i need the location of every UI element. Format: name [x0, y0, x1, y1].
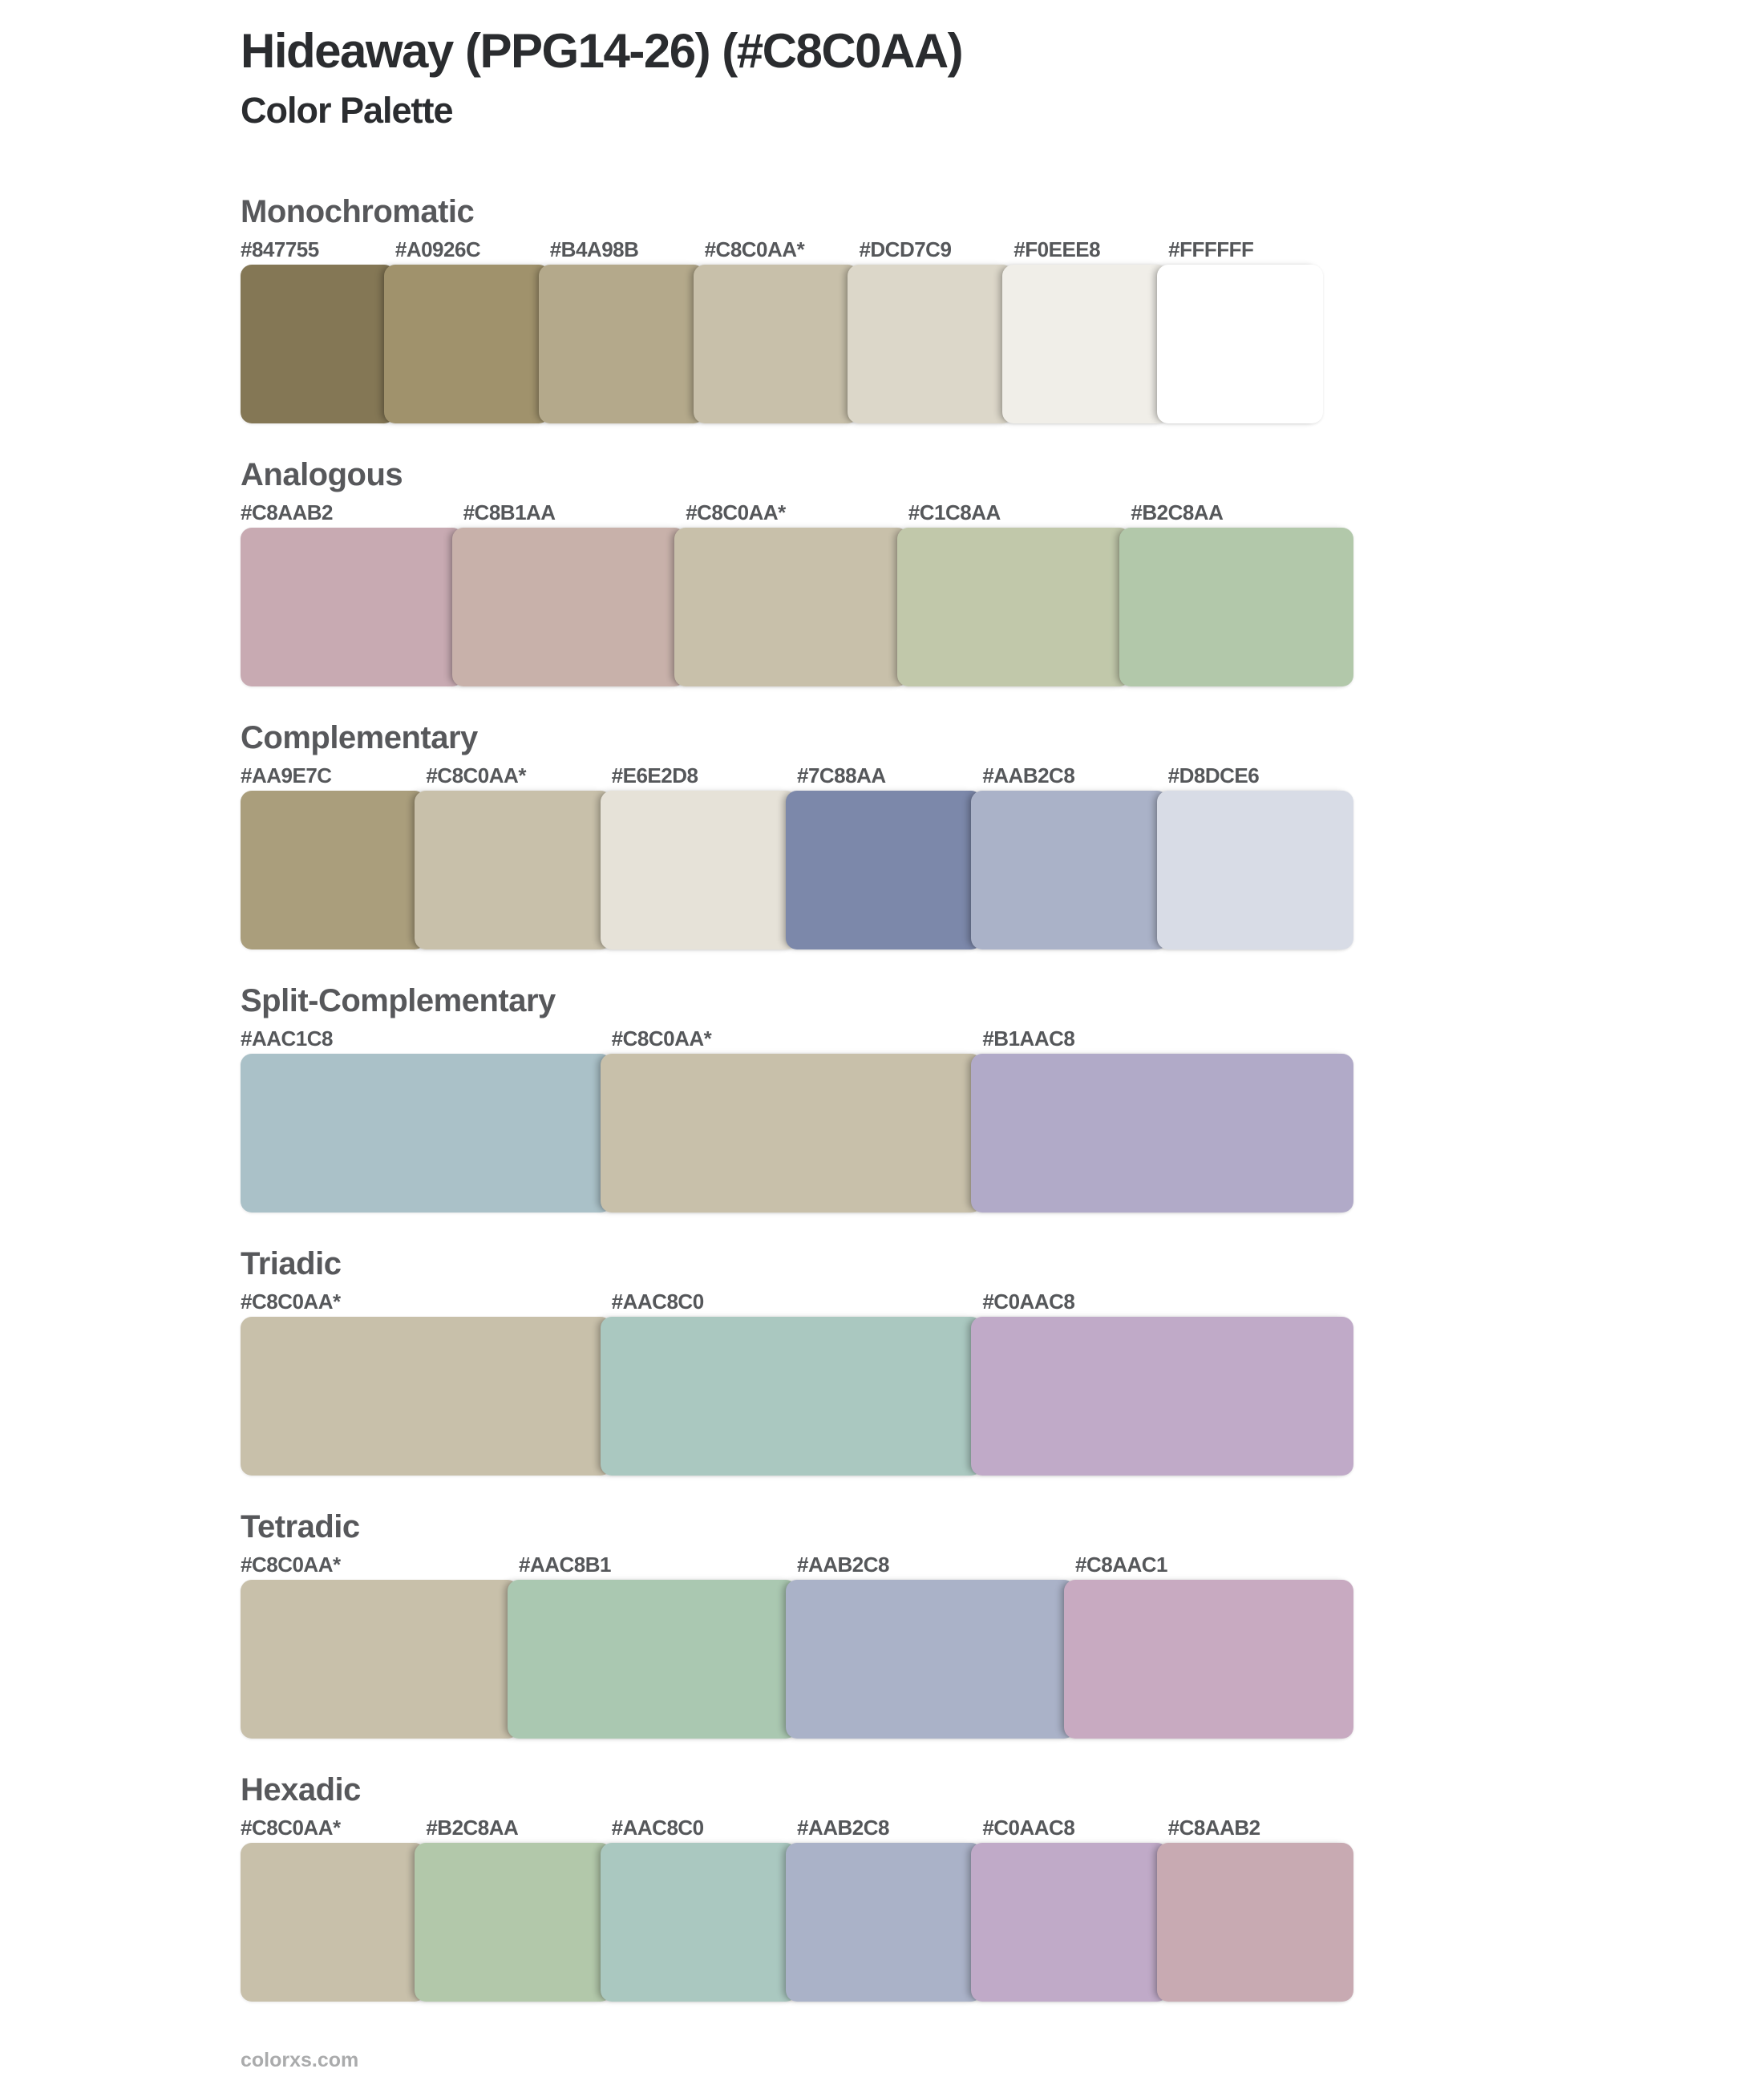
swatch-column — [612, 763, 797, 949]
palette-section-monochromatic — [241, 192, 1764, 423]
swatch-column — [519, 1553, 797, 1739]
swatch-column — [1013, 237, 1168, 423]
color-swatch[interactable] — [897, 528, 1131, 686]
section-heading-analogous: Analogous — [241, 457, 403, 492]
swatch-column — [426, 1816, 611, 2002]
swatch-hex-label: #FFFFFF — [1168, 237, 1254, 261]
swatch-column — [426, 763, 611, 949]
color-swatch[interactable] — [241, 1580, 519, 1739]
swatch-column — [686, 500, 908, 686]
color-swatch[interactable] — [1157, 265, 1323, 423]
swatch-column — [908, 500, 1131, 686]
swatch-hex-label: #E6E2D8 — [611, 763, 698, 787]
color-swatch[interactable] — [786, 1843, 982, 2002]
swatch-hex-label: #C8C0AA* — [241, 1553, 341, 1577]
swatch-hex-label: #C8C0AA* — [704, 237, 805, 261]
swatch-hex-label: #C8C0AA* — [241, 1289, 341, 1314]
color-swatch[interactable] — [601, 1317, 983, 1476]
swatch-column — [982, 1026, 1353, 1213]
swatch-column — [612, 1289, 983, 1476]
swatch-column — [1168, 763, 1353, 949]
color-swatch[interactable] — [601, 1843, 797, 2002]
swatch-hex-label: #B4A98B — [549, 237, 639, 261]
swatch-row-monochromatic — [241, 237, 1323, 423]
swatch-hex-label: #A0926C — [394, 237, 481, 261]
swatch-column — [612, 1816, 797, 2002]
swatch-hex-label: #F0EEE8 — [1013, 237, 1101, 261]
swatch-column — [797, 1553, 1075, 1739]
color-swatch[interactable] — [241, 265, 395, 423]
swatch-hex-label: #DCD7C9 — [859, 237, 952, 261]
page-title: Hideaway (PPG14-26) (#C8C0AA) — [241, 24, 963, 78]
swatch-hex-label: #C8AAB2 — [241, 500, 333, 524]
swatch-hex-label: #AAC8B1 — [519, 1553, 611, 1577]
palette-section-analogous — [241, 455, 1764, 686]
swatch-hex-label: #AAC8C0 — [611, 1816, 704, 1840]
swatch-column — [241, 1289, 612, 1476]
swatch-hex-label: #C8AAB2 — [1167, 1816, 1260, 1840]
color-swatch[interactable] — [452, 528, 686, 686]
swatch-hex-label: #7C88AA — [796, 763, 886, 787]
section-heading-triadic: Triadic — [241, 1246, 342, 1281]
swatch-column — [797, 763, 982, 949]
color-swatch[interactable] — [384, 265, 550, 423]
palette-section-hexadic — [241, 1771, 1764, 2002]
swatch-hex-label: #AA9E7C — [241, 763, 332, 787]
swatch-row-analogous — [241, 500, 1353, 686]
swatch-hex-label: #847755 — [241, 237, 319, 261]
color-swatch[interactable] — [1064, 1580, 1353, 1739]
palette-section-complementary — [241, 719, 1764, 949]
section-heading-complementary: Complementary — [241, 720, 478, 755]
palette-section-tetradic — [241, 1508, 1764, 1739]
swatch-hex-label: #B1AAC8 — [982, 1026, 1075, 1051]
swatch-hex-label: #AAB2C8 — [982, 763, 1075, 787]
section-heading-split-complementary: Split-Complementary — [241, 983, 556, 1018]
swatch-column — [395, 237, 550, 423]
palette-sections — [241, 192, 1764, 2002]
swatch-hex-label: #C8AAC1 — [1075, 1553, 1167, 1577]
swatch-hex-label: #AAB2C8 — [797, 1553, 889, 1577]
swatch-hex-label: #C8C0AA* — [611, 1026, 712, 1051]
color-swatch[interactable] — [786, 1580, 1075, 1739]
swatch-column — [550, 237, 705, 423]
swatch-row-tetradic — [241, 1553, 1353, 1739]
swatch-hex-label: #B2C8AA — [426, 1816, 519, 1840]
color-swatch[interactable] — [971, 1317, 1353, 1476]
color-swatch[interactable] — [694, 265, 860, 423]
swatch-column — [612, 1026, 983, 1213]
color-swatch[interactable] — [508, 1580, 797, 1739]
color-swatch[interactable] — [1119, 528, 1353, 686]
swatch-column — [982, 1816, 1167, 2002]
color-swatch[interactable] — [601, 791, 797, 949]
swatch-column — [241, 1816, 426, 2002]
color-swatch[interactable] — [415, 1843, 611, 2002]
swatch-hex-label: #B2C8AA — [1131, 500, 1224, 524]
swatch-column — [1168, 237, 1323, 423]
swatch-column — [241, 763, 426, 949]
swatch-column — [1075, 1553, 1353, 1739]
swatch-column — [463, 500, 686, 686]
swatch-column — [241, 237, 395, 423]
swatch-column — [797, 1816, 982, 2002]
swatch-hex-label: #C1C8AA — [908, 500, 1001, 524]
swatch-hex-label: #D8DCE6 — [1167, 763, 1260, 787]
color-swatch[interactable] — [601, 1054, 983, 1213]
swatch-row-triadic — [241, 1289, 1353, 1476]
section-heading-hexadic: Hexadic — [241, 1772, 361, 1808]
section-heading-monochromatic: Monochromatic — [241, 194, 475, 229]
swatch-hex-label: #AAC8C0 — [611, 1289, 704, 1314]
color-swatch[interactable] — [1002, 265, 1168, 423]
swatch-hex-label: #C8B1AA — [463, 500, 556, 524]
swatch-hex-label: #AAB2C8 — [796, 1816, 889, 1840]
color-swatch[interactable] — [848, 265, 1013, 423]
color-swatch[interactable] — [539, 265, 705, 423]
swatch-hex-label: #AAC1C8 — [241, 1026, 333, 1051]
swatch-row-complementary — [241, 763, 1353, 949]
swatch-hex-label: #C8C0AA* — [426, 763, 526, 787]
palette-section-split-complementary — [241, 982, 1764, 1213]
swatch-row-split-complementary — [241, 1026, 1353, 1213]
color-swatch[interactable] — [1157, 791, 1353, 949]
color-swatch[interactable] — [786, 791, 982, 949]
color-swatch[interactable] — [971, 791, 1167, 949]
color-swatch[interactable] — [241, 791, 426, 949]
swatch-column — [1131, 500, 1353, 686]
swatch-column — [859, 237, 1013, 423]
swatch-column — [241, 1553, 519, 1739]
palette-section-triadic — [241, 1245, 1764, 1476]
swatch-hex-label: #C8C0AA* — [241, 1816, 341, 1840]
color-swatch[interactable] — [241, 1317, 612, 1476]
swatch-column — [705, 237, 860, 423]
swatch-column — [241, 500, 463, 686]
swatch-hex-label: #C0AAC8 — [982, 1289, 1075, 1314]
footer-site-link[interactable]: colorxs.com — [241, 2049, 359, 2071]
color-swatch[interactable] — [971, 1054, 1353, 1213]
swatch-hex-label: #C8C0AA* — [686, 500, 786, 524]
swatch-row-hexadic — [241, 1816, 1353, 2002]
color-swatch[interactable] — [241, 528, 463, 686]
color-swatch[interactable] — [1157, 1843, 1353, 2002]
swatch-column — [982, 1289, 1353, 1476]
swatch-column — [241, 1026, 612, 1213]
page-subtitle: Color Palette — [241, 90, 453, 131]
color-swatch[interactable] — [241, 1054, 612, 1213]
color-swatch[interactable] — [674, 528, 908, 686]
swatch-column — [1168, 1816, 1353, 2002]
swatch-hex-label: #C0AAC8 — [982, 1816, 1075, 1840]
color-swatch[interactable] — [415, 791, 611, 949]
section-heading-tetradic: Tetradic — [241, 1509, 360, 1545]
swatch-column — [982, 763, 1167, 949]
color-swatch[interactable] — [241, 1843, 426, 2002]
color-swatch[interactable] — [971, 1843, 1167, 2002]
